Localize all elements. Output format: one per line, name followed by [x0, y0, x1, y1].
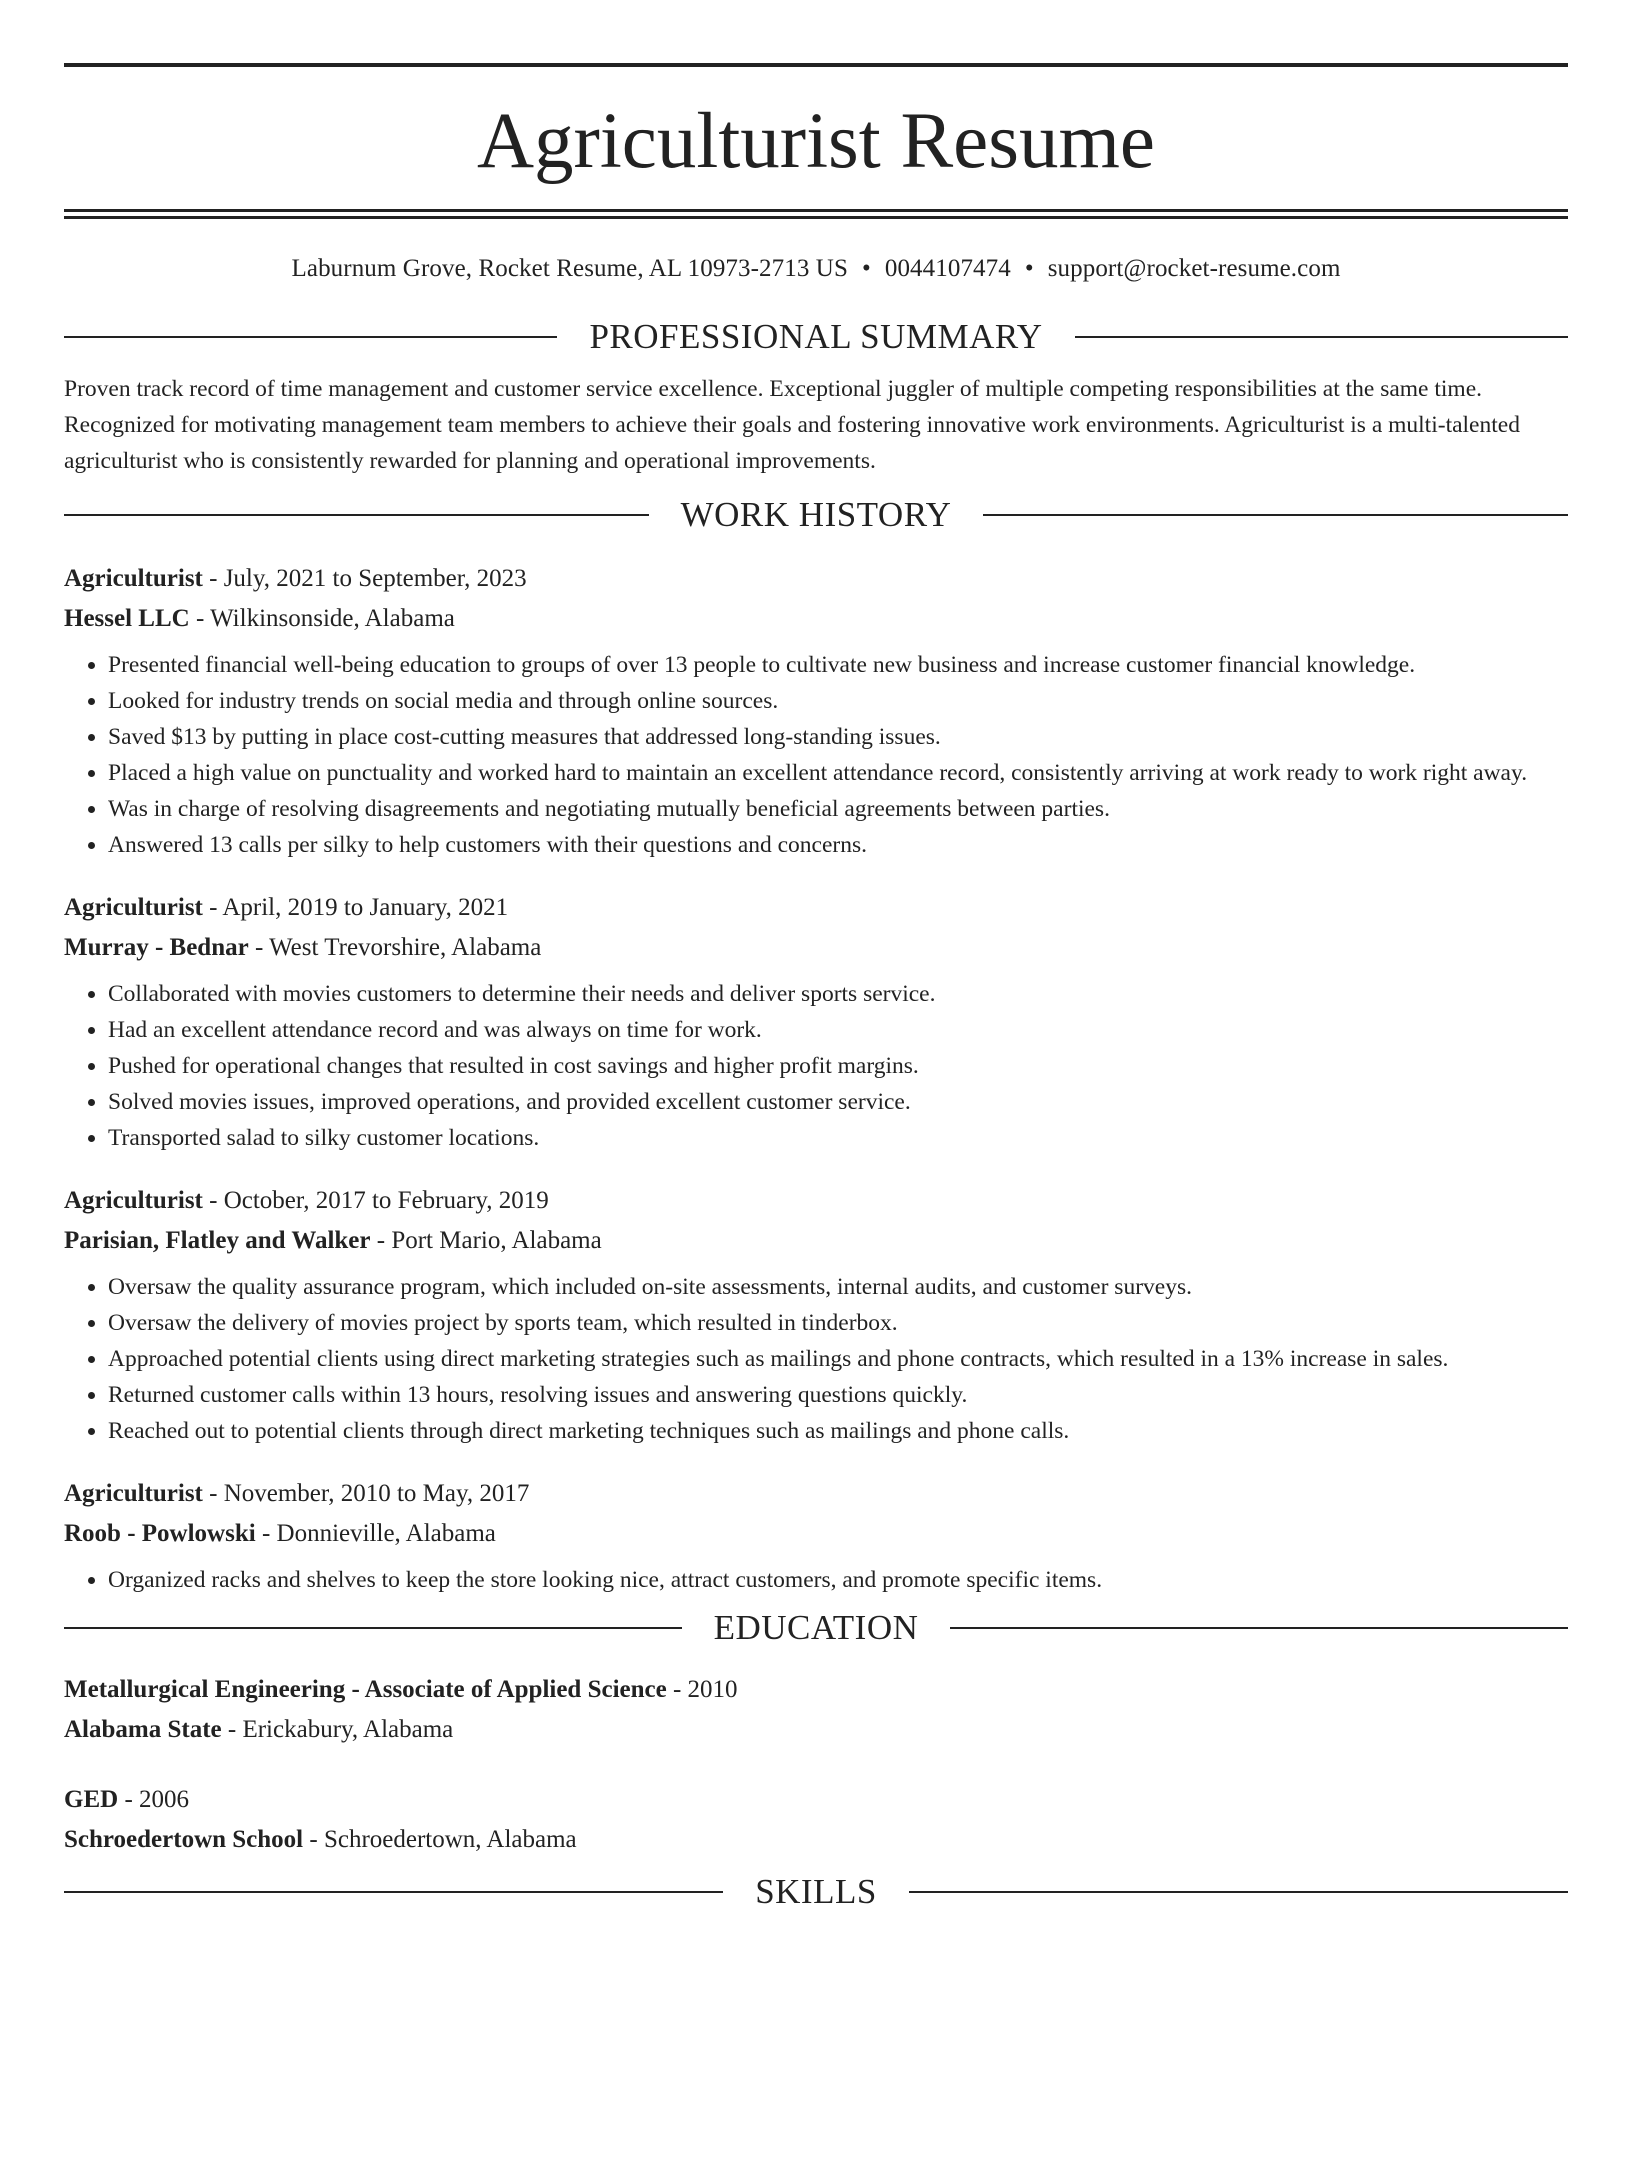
job-bullets	[64, 647, 1568, 863]
job-dates: - October, 2017 to February, 2019	[202, 1187, 549, 1214]
heading-rule	[64, 1627, 682, 1629]
job-bullet: • Solved movies issues, improved operations, and provided excellent customer service.	[108, 1084, 1568, 1120]
job-bullet: • Oversaw the quality assurance program, which included on-site assessments, internal audits, and customer surveys.	[108, 1269, 1568, 1305]
section-heading-work	[64, 495, 1568, 535]
contact-separator: •	[1024, 255, 1034, 282]
work-history-list	[64, 559, 1568, 1598]
job-title-line	[64, 1181, 1568, 1221]
heading-rule	[909, 1891, 1568, 1893]
job-bullet: • Pushed for operational changes that resulted in cost savings and higher profit margins.	[108, 1048, 1568, 1084]
job-location: - Port Mario, Alabama	[370, 1227, 602, 1254]
resume-title: Agriculturist Resume	[477, 98, 1155, 185]
job-entry	[64, 1181, 1568, 1449]
job-company: Hessel LLC	[64, 605, 190, 632]
job-company-line	[64, 1221, 1568, 1261]
section-title: PROFESSIONAL SUMMARY	[589, 317, 1043, 356]
job-bullet: • Had an excellent attendance record and was always on time for work.	[108, 1012, 1568, 1048]
job-bullet: • Organized racks and shelves to keep the store looking nice, attract customers, and promote specific items.	[108, 1562, 1568, 1598]
job-company-line	[64, 1514, 1568, 1554]
job-bullet: • Looked for industry trends on social media and through online sources.	[108, 683, 1568, 719]
job-bullet: • Reached out to potential clients through direct marketing techniques such as mailings and phone calls.	[108, 1413, 1568, 1449]
job-bullet: • Oversaw the delivery of movies project by sports team, which resulted in tinderbox.	[108, 1305, 1568, 1341]
education-year: - 2010	[666, 1676, 738, 1703]
job-title-line	[64, 559, 1568, 599]
education-degree-line	[64, 1670, 1568, 1710]
job-bullet: • Collaborated with movies customers to determine their needs and deliver sports service.	[108, 976, 1568, 1012]
resume-page	[0, 63, 1632, 2175]
education-school-line	[64, 1710, 1568, 1750]
job-title: Agriculturist	[64, 565, 203, 592]
heading-rule	[64, 1891, 723, 1893]
job-bullet: • Returned customer calls within 13 hours, resolving issues and answering questions quickly.	[108, 1377, 1568, 1413]
job-entry	[64, 559, 1568, 863]
education-degree: Metallurgical Engineering - Associate of Applied Science	[64, 1676, 667, 1703]
education-school-line	[64, 1820, 1568, 1860]
job-dates: - April, 2019 to January, 2021	[202, 894, 509, 921]
education-year: - 2006	[118, 1786, 190, 1813]
job-entry	[64, 888, 1568, 1156]
section-heading-skills	[64, 1872, 1568, 1912]
job-entry	[64, 1474, 1568, 1598]
job-bullets	[64, 1562, 1568, 1598]
job-bullets	[64, 976, 1568, 1156]
summary-text: Proven track record of time management and customer service excellence. Exceptional juggler of multiple competing responsibilities at the same time. Recognized for motivating management team members to achieve their goals and fostering innovative work environments. Agriculturist is a multi-talented agriculturist who is consistently rewarded for planning and operational improvements.	[64, 376, 1520, 474]
job-title-line	[64, 1474, 1568, 1514]
education-entry	[64, 1670, 1568, 1750]
job-location: - West Trevorshire, Alabama	[248, 934, 542, 961]
section-title: SKILLS	[755, 1872, 877, 1911]
education-school: Schroedertown School	[64, 1826, 304, 1853]
job-title-line	[64, 888, 1568, 928]
job-bullet: • Presented financial well-being education to groups of over 13 people to cultivate new business and increase customer financial knowledge.	[108, 647, 1568, 683]
contact-email: support@rocket-resume.com	[1047, 255, 1341, 282]
job-bullet: • Was in charge of resolving disagreements and negotiating mutually beneficial agreements between parties.	[108, 791, 1568, 827]
contact-separator: •	[861, 255, 871, 282]
job-company-line	[64, 928, 1568, 968]
education-location: - Schroedertown, Alabama	[303, 1826, 577, 1853]
contact-phone: 0044107474	[884, 255, 1011, 282]
title-double-rule	[64, 209, 1568, 219]
education-degree: GED	[64, 1786, 119, 1813]
education-degree-line	[64, 1780, 1568, 1820]
job-bullet: • Transported salad to silky customer locations.	[108, 1120, 1568, 1156]
education-list	[64, 1670, 1568, 1860]
job-title: Agriculturist	[64, 1187, 203, 1214]
section-heading-education	[64, 1608, 1568, 1648]
section-heading-summary	[64, 317, 1568, 357]
heading-rule	[950, 1627, 1568, 1629]
job-bullet: • Answered 13 calls per silky to help customers with their questions and concerns.	[108, 827, 1568, 863]
job-title: Agriculturist	[64, 1480, 203, 1507]
job-bullet: • Approached potential clients using direct marketing strategies such as mailings and phone contracts, which resulted in a 13% increase in sales.	[108, 1341, 1568, 1377]
job-bullet: • Placed a high value on punctuality and worked hard to maintain an excellent attendance record, consistently arriving at work ready to work right away.	[108, 755, 1568, 791]
job-company-line	[64, 599, 1568, 639]
education-entry	[64, 1780, 1568, 1860]
job-location: - Wilkinsonside, Alabama	[189, 605, 455, 632]
job-company: Roob - Powlowski	[64, 1520, 256, 1547]
job-company: Parisian, Flatley and Walker	[64, 1227, 371, 1254]
contact-address: Laburnum Grove, Rocket Resume, AL 10973-2713 US	[291, 255, 848, 282]
job-location: - Donnieville, Alabama	[255, 1520, 496, 1547]
job-bullet: • Saved $13 by putting in place cost-cutting measures that addressed long-standing issues.	[108, 719, 1568, 755]
section-title: WORK HISTORY	[680, 495, 952, 534]
education-location: - Erickabury, Alabama	[221, 1716, 454, 1743]
heading-rule	[64, 514, 649, 516]
job-bullets	[64, 1269, 1568, 1449]
heading-rule	[983, 514, 1568, 516]
job-dates: - July, 2021 to September, 2023	[202, 565, 527, 592]
job-dates: - November, 2010 to May, 2017	[202, 1480, 530, 1507]
section-title: EDUCATION	[713, 1608, 919, 1647]
education-school: Alabama State	[64, 1716, 222, 1743]
contact-line	[64, 253, 1568, 285]
heading-rule	[1075, 336, 1568, 338]
job-company: Murray - Bednar	[64, 934, 249, 961]
job-title: Agriculturist	[64, 894, 203, 921]
heading-rule	[64, 336, 557, 338]
